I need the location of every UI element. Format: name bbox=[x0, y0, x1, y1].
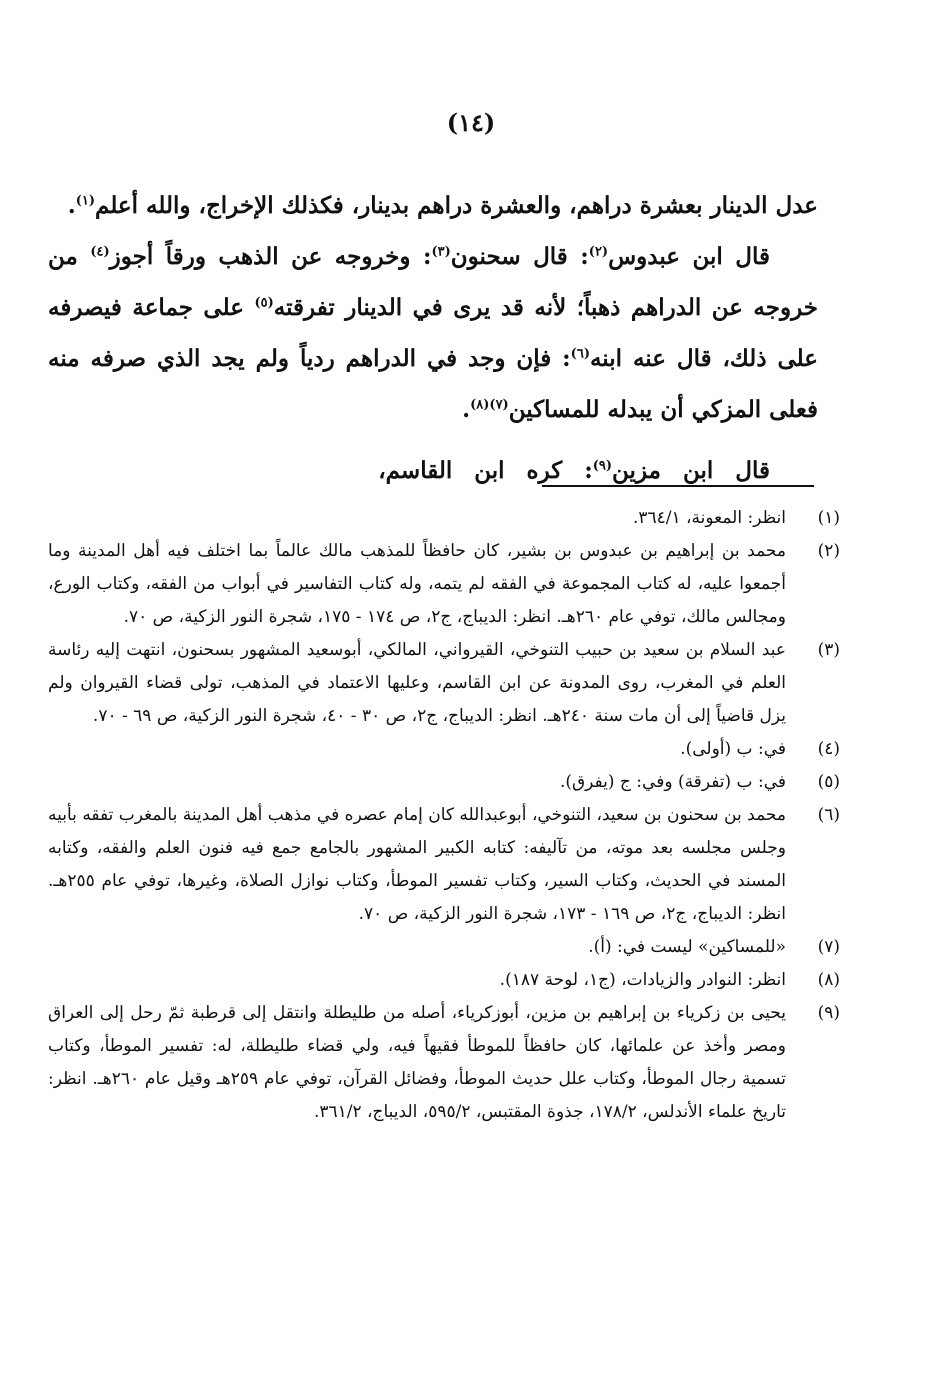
main-text bbox=[48, 180, 818, 496]
footnote-text: انظر: المعونة، ٣٦٤/١. bbox=[632, 508, 786, 528]
footnote-number: (٤) bbox=[817, 739, 840, 759]
footnote-text: محمد بن سحنون بن سعيد، التنوخي، أبوعبدالله كان إمام عصره في مذهب أهل المدينة بالمغرب تفقه بأبيه وجلس مجلسه بعد موته، من تآليفه: كتابه الكبير المشهور بالجامع جمع فيه فنون العلم والفقه، وكتابه المسند في الحديث، وكتاب السير، وكتاب تفسير الموطأ، وكتاب نوازل الصلاة، وغيرها، توفي عام ٢٥٥هـ. انظر: الديباج، ج٢، ص ١٦٩ - ١٧٣، شجرة النور الزكية، ص ٧٠. bbox=[48, 805, 786, 924]
footnote-number: (٢) bbox=[817, 541, 840, 561]
footnote-reference: (٦) bbox=[570, 346, 590, 362]
footnote-text: «للمساكين» ليست في: (أ). bbox=[588, 937, 786, 957]
footnote-reference: (٣) bbox=[431, 244, 451, 260]
footnote-number: (١) bbox=[817, 508, 840, 528]
footnote-text: محمد بن إبراهيم بن عبدوس بن بشير، كان حافظاً للمذهب مالك عالماً بما اختلف فيه أهل المدينة وما أجمعوا عليه، له كتاب المجموعة في الفقه لم يتمه، وله كتاب التفاسير في أبواب من الفقه، وكتاب الورع، ومجالس مالك، توفي عام ٢٦٠هـ. انظر: الديباج، ج٢، ص ١٧٤ - ١٧٥، شجرة النور الزكية، ص ٧٠. bbox=[48, 541, 786, 627]
main-text-segment: : كره ابن القاسم، bbox=[378, 457, 593, 484]
footnote-item bbox=[48, 799, 840, 931]
footnote-item bbox=[48, 997, 840, 1129]
footnote-text: انظر: النوادر والزيادات، (ج١، لوحة ١٨٧). bbox=[499, 970, 786, 990]
main-paragraph-2 bbox=[48, 231, 818, 435]
main-paragraph-1 bbox=[48, 180, 818, 231]
main-text-segment: من خروجه عن الدراهم ذهباً؛ لأنه قد يرى في الدينار تفرقته bbox=[48, 243, 818, 321]
footnote-item bbox=[48, 733, 840, 766]
footnote-item bbox=[48, 931, 840, 964]
main-text-segment: عدل الدينار بعشرة دراهم، والعشرة دراهم بدينار، فكذلك الإخراج، والله أعلم bbox=[95, 192, 818, 219]
main-text-segment: : فإن وجد في الدراهم ردياً ولم يجد الذي صرفه منه فعلى المزكي أن يبدله للمساكين bbox=[48, 345, 818, 423]
footnote-reference: (٤) bbox=[90, 244, 110, 260]
footnote-item bbox=[48, 535, 840, 634]
footnote-number: (٨) bbox=[817, 970, 840, 990]
main-text-segment: على جماعة فيصرفه على ذلك، قال عنه ابنه bbox=[48, 294, 818, 372]
footnote-reference: (٥) bbox=[254, 295, 274, 311]
footnote-number: (٩) bbox=[817, 1003, 840, 1023]
main-text-segment: . bbox=[462, 396, 471, 423]
footnote-text: يحيى بن زكرياء بن إبراهيم بن مزين، أبوزكرياء، أصله من طليطلة وانتقل إلى قرطبة ثمّ رحل إلى العراق ومصر وأخذ عن علمائها، كان حافظاً للموطأ فقيهاً فيه، ولي قضاء طليطلة، له: تفسير الموطأ، وكتاب تسمية رجال الموطأ، وكتاب علل حديث الموطأ، وفضائل القرآن، توفي عام ٢٥٩هـ وقيل عام ٢٦٠هـ. انظر: تاريخ علماء الأندلس، ١٧٨/٢، جذوة المقتبس، ٥٩٥/٢، الديباج، ٣٦١/٢. bbox=[48, 1003, 786, 1122]
footnote-reference: (٢) bbox=[588, 244, 609, 260]
footnote-reference: (١) bbox=[75, 193, 96, 209]
footnote-text: في: ب (تفرقة) وفي: ج (يفرق). bbox=[559, 772, 786, 792]
footnote-item bbox=[48, 766, 840, 799]
main-paragraph-3 bbox=[48, 445, 818, 496]
main-text-segment: قال ابن عبدوس bbox=[608, 243, 770, 270]
main-text-segment: : وخروجه عن الذهب ورقاً أجوز bbox=[109, 243, 432, 270]
page-number: (١٤) bbox=[446, 108, 496, 137]
footnotes-section bbox=[48, 502, 840, 1129]
footnote-item bbox=[48, 502, 840, 535]
footnote-reference: (٩) bbox=[592, 458, 613, 474]
footnote-reference: (٧)(٨) bbox=[470, 397, 509, 413]
main-text-segment: . bbox=[67, 192, 76, 219]
main-text-segment: قال ابن مزين bbox=[612, 457, 770, 484]
footnote-number: (٦) bbox=[817, 805, 840, 825]
footnote-item bbox=[48, 634, 840, 733]
footnote-number: (٥) bbox=[817, 772, 840, 792]
main-text-segment: : قال سحنون bbox=[450, 243, 589, 270]
footnote-text: عبد السلام بن سعيد بن حبيب التنوخي، القيرواني، المالكي، أبوسعيد المشهور بسحنون، انتهت إليه رئاسة العلم في المغرب، روى المدونة عن ابن القاسم، وعليها الاعتماد في المذهب، تولى قضاء القيروان ولم يزل قاضياً إلى أن مات سنة ٢٤٠هـ. انظر: الديباج، ج٢، ص ٣٠ - ٤٠، شجرة النور الزكية، ص ٦٩ - ٧٠. bbox=[48, 640, 786, 726]
footnote-number: (٣) bbox=[817, 640, 840, 660]
footnote-item bbox=[48, 964, 840, 997]
footnote-number: (٧) bbox=[817, 937, 840, 957]
footnote-divider bbox=[542, 485, 814, 487]
footnote-text: في: ب (أولى). bbox=[680, 739, 786, 759]
